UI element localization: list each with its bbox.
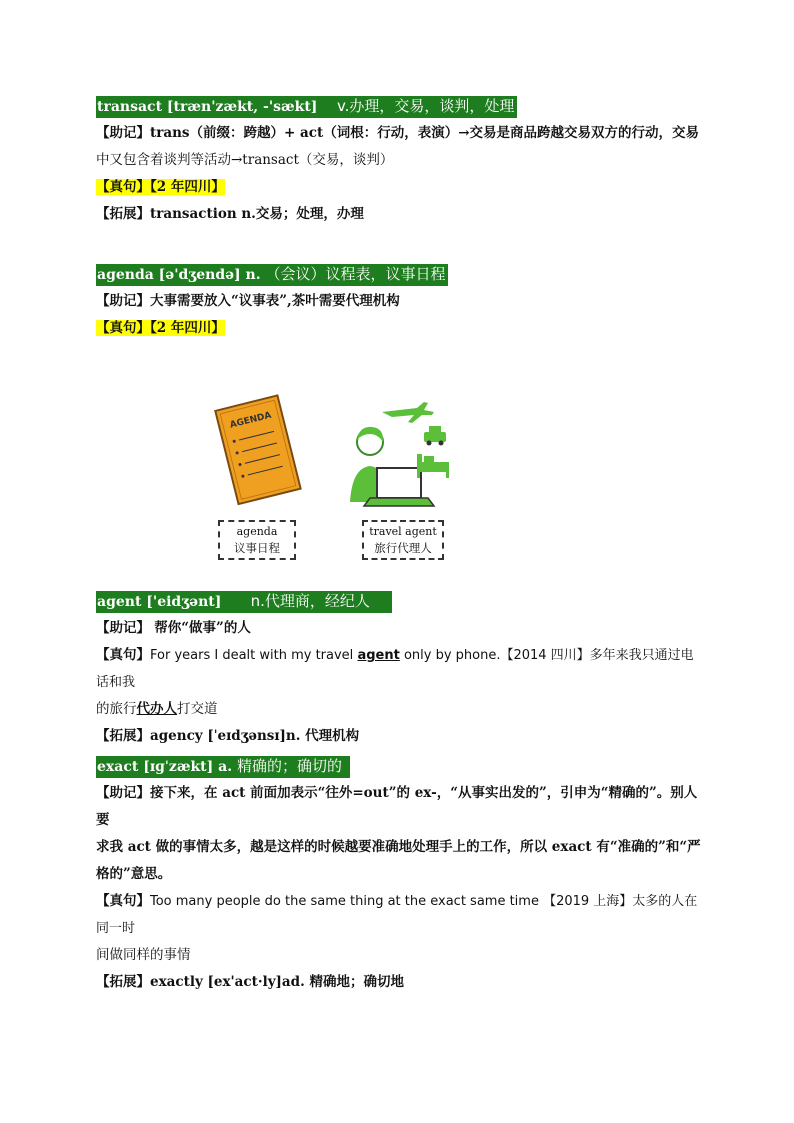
headword-bar — [96, 756, 706, 778]
entry-exact — [96, 756, 706, 996]
entry-transact — [96, 96, 706, 228]
headword: agenda [ə'dʒendə] n. （会议）议程表，议事日程 — [96, 264, 448, 286]
mnemonic-cont: 求我 act 做的事情太多，越是这样的时候越要准确地处理手上的工作，所以 exact 有“准确的”和“严 — [96, 839, 701, 855]
extension: 【拓展】agency [ˈeɪdʒənsɪ]n. 代理机构 — [96, 728, 360, 744]
headword: agent ['eidʒənt] n.代理商，经纪人 — [96, 591, 392, 613]
airplane-icon — [382, 402, 434, 423]
agenda-sheet-icon — [215, 395, 300, 504]
extension: 【拓展】exactly [ex'act·ly]ad. 精确地；确切地 — [96, 974, 405, 990]
illustration-drawing — [212, 390, 472, 520]
caption-travel-agent: travel agent 旅行代理人 — [362, 520, 444, 560]
extension: 【拓展】transaction n.交易；处理，办理 — [96, 206, 364, 222]
mnemonic-cont2: 格的”意思。 — [96, 866, 172, 882]
real-sentence: 【真句】【2 年四川】 — [96, 179, 225, 195]
mnemonic: 【助记】 帮你“做事”的人 — [96, 620, 251, 636]
mnemonic: 【助记】大事需要放入“议事表”,茶叶需要代理机构 — [96, 293, 400, 309]
keyword-agent: agent — [357, 648, 400, 663]
headword-bar — [96, 264, 706, 286]
mnemonic: 【助记】trans（前缀：跨越）+ act（词根：行动，表演）→交易是商品跨越交易双方的行动，交易 — [96, 125, 700, 141]
mnemonic: 【助记】接下来，在 act 前面加表示“往外=out”的 ex-，“从事实出发的”，引申为“精确的”。别人要 — [96, 785, 698, 828]
headword-bar — [96, 591, 706, 613]
taxi-icon — [424, 426, 446, 446]
headword-bar — [96, 96, 706, 118]
headword: exact [ɪɡˈzækt] a. 精确的；确切的 — [96, 756, 350, 778]
real-sentence-cont: 的旅行代办人打交道 — [96, 701, 218, 717]
real-sentence: 【真句】【2 年四川】 — [96, 320, 225, 336]
real-sentence: 【真句】Too many people do the same thing at the exact same time 【2019 上海】太多的人在同一时 — [96, 893, 698, 936]
entry-agenda — [96, 264, 706, 342]
real-sentence-cont: 间做同样的事情 — [96, 947, 191, 963]
entry-agent — [96, 591, 706, 750]
illustration — [212, 390, 462, 568]
real-sentence: 【真句】For years I dealt with my travel agent only by phone.【2014 四川】多年来我只通过电话和我 — [96, 647, 694, 690]
caption-agenda: agenda 议事日程 — [218, 520, 296, 560]
mnemonic-cont: 中又包含着谈判等活动→transact（交易，谈判） — [96, 152, 394, 168]
svg-text:AGENDA: AGENDA — [228, 410, 273, 431]
headword: transact [træn'zækt, -'sækt] v.办理，交易，谈判，处理 — [96, 96, 517, 118]
